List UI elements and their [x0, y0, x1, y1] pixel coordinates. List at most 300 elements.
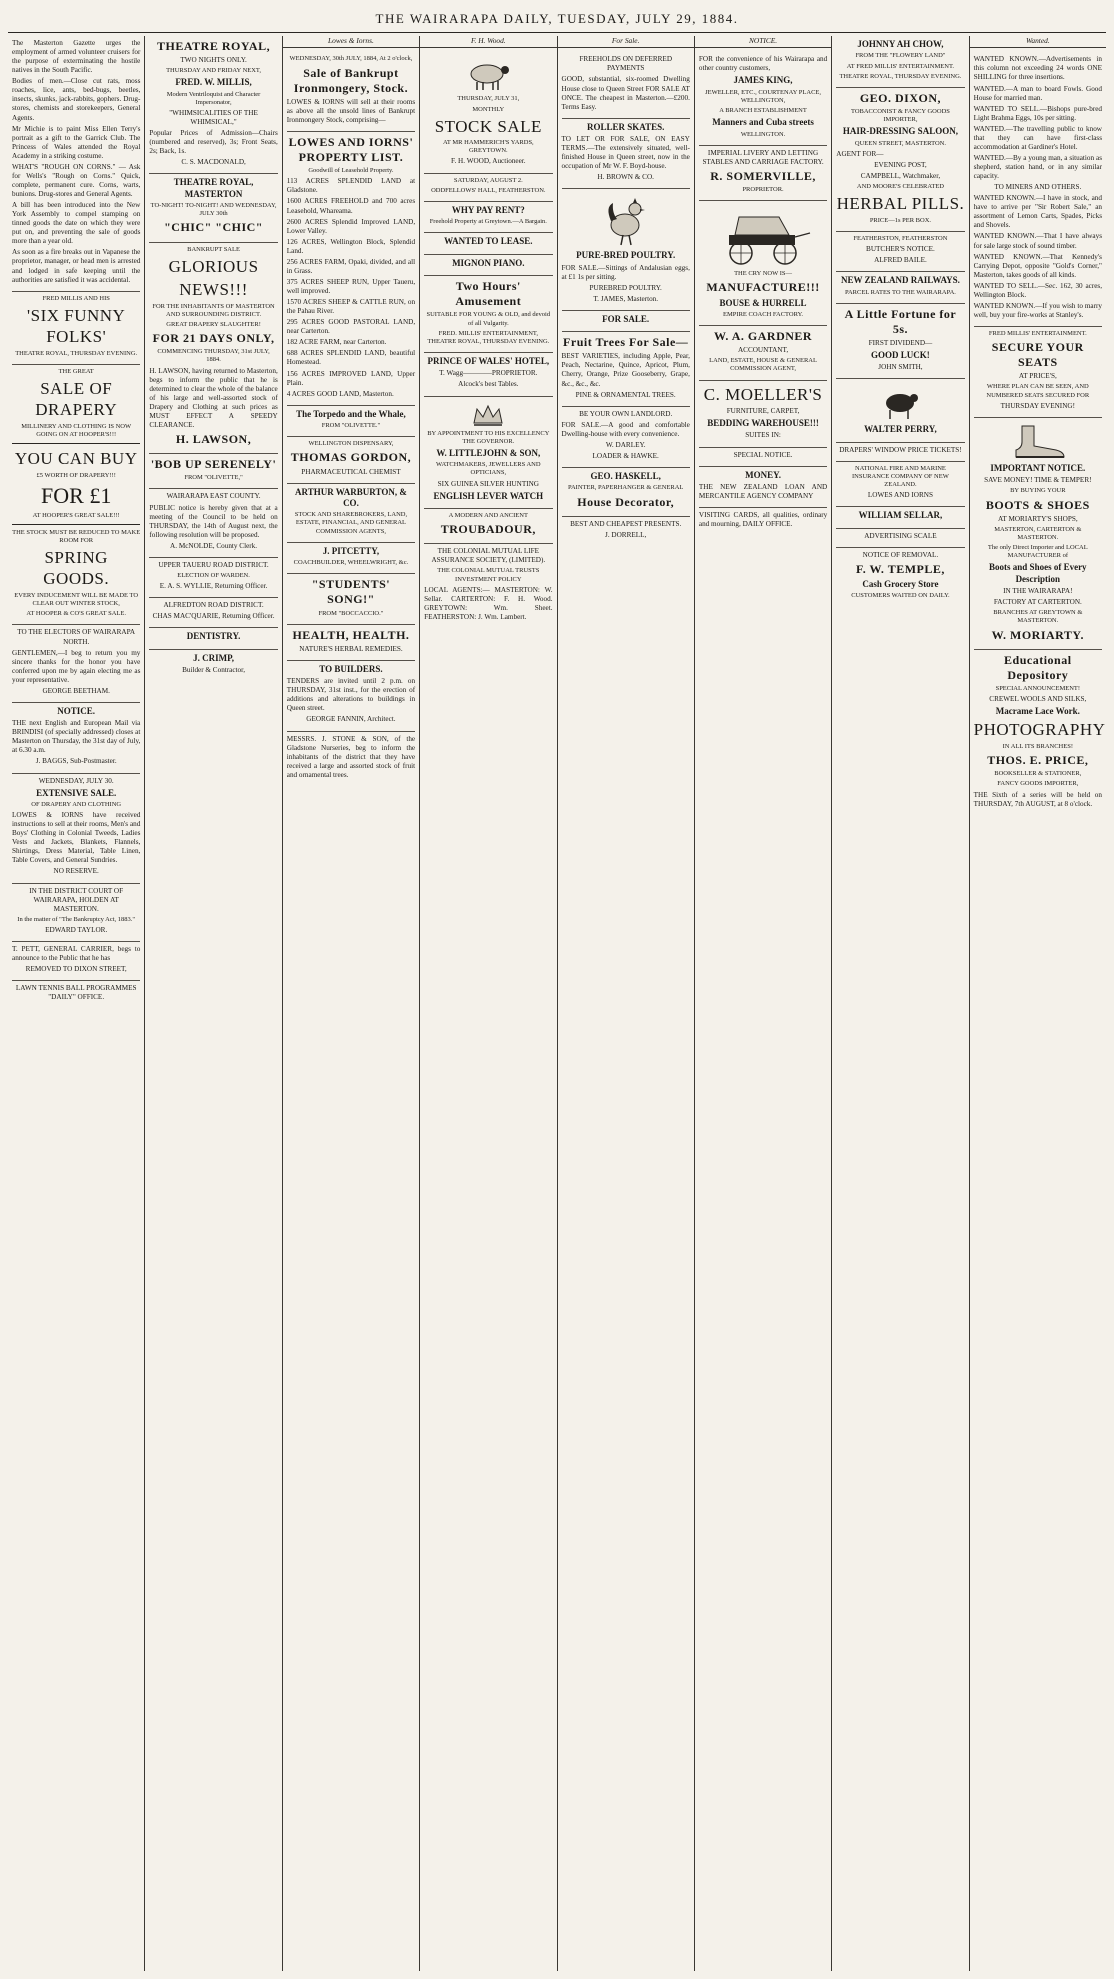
- ad-heading: Educational Depository: [1004, 652, 1072, 682]
- six-funny-folks-ad: [12, 292, 140, 365]
- dentistry-ad: [149, 628, 277, 649]
- two-hours-ad: [424, 276, 552, 353]
- ad-heading: WAIRARAPA EAST COUNTY.: [166, 492, 261, 501]
- news-paragraphs: [12, 36, 140, 292]
- ad-line: FROM THE "FLOWERY LAND": [855, 52, 946, 60]
- sellar-ad: [836, 507, 964, 528]
- ad-line: MILLINERY AND CLOTHING IS NOW GOING ON AT HOOPER'S!!!: [21, 422, 132, 438]
- temple-ad: [836, 548, 964, 607]
- ad-line: Alcock's best Tables.: [458, 380, 519, 389]
- ad-heading: BOUSE & HURRELL: [719, 297, 807, 308]
- theatre-masterton-ad: [149, 174, 277, 242]
- ad-line: FANCY GOODS IMPORTER,: [997, 780, 1079, 788]
- wanted-item: WANTED TO SELL.—Bishops pure-bred Light Brahma Eggs, 10s per sitting.: [973, 104, 1102, 122]
- ad-heading: C. MOELLER'S: [703, 384, 823, 404]
- ad-line: BANKRUPT SALE: [187, 245, 240, 253]
- wanted-item: WANTED KNOWN.—I have in stock, and have to arrive per "Sir Robert Sale," an assortment of Lemon Carts, Spades, Picks and Shovels.: [973, 194, 1102, 230]
- builders-ad: [287, 661, 415, 732]
- stock-sale-ad: [424, 52, 552, 173]
- railways-ad: [836, 272, 964, 304]
- crimp-ad: [149, 650, 277, 681]
- bankrupt-ironmongery-ad: [287, 52, 415, 132]
- ad-line: SPECIAL ANNOUNCEMENT!: [995, 684, 1081, 692]
- ad-heading: Two Hours' Amusement: [455, 279, 522, 309]
- ad-heading: 'BOB UP SERENELY': [150, 457, 277, 472]
- livery-stables-ad: [699, 146, 827, 201]
- ad-line: LAWN TENNIS BALL PROGRAMMES "DAILY" OFFICE.: [15, 984, 137, 1002]
- glorious-news-ad: [149, 243, 277, 455]
- ad-line: "WHIMSICALITIES OF THE WHIMSICAL,": [169, 109, 258, 127]
- ad-body: TENDERS are invited until 2 p.m. on THURSDAY, 31st inst., for the erection of additions and alterations to buildings in Queen street.: [286, 677, 416, 713]
- ad-heading: GEO. DIXON,: [859, 90, 942, 105]
- ad-body: LOCAL AGENTS:— MASTERTON: W. Sellar. CARTERTON: F. H. Wood. GREYTOWN: Wm. Sheet. FEATHERSTON: J. Wm. Lambert.: [424, 585, 553, 621]
- wanted-item: WANTED TO SELL.—Sec. 162, 30 acres, Wellington Block.: [973, 281, 1102, 299]
- ad-heading: PURE-BRED POULTRY.: [576, 250, 676, 261]
- ad-heading: WALTER PERRY,: [864, 424, 937, 435]
- ad-heading: NOTICE.: [57, 705, 96, 716]
- ad-signature: H. BROWN & CO.: [597, 173, 654, 182]
- property-item: 2600 ACRES Splendid Improved LAND, Lower Valley.: [286, 217, 416, 235]
- ad-heading: NOTICE OF REMOVAL.: [862, 550, 939, 559]
- troubadour-ad: [424, 509, 552, 544]
- ad-signature: C. S. MACDONALD,: [181, 158, 246, 167]
- gardner-ad: [699, 326, 827, 381]
- ad-line: TOBACCONIST & FANCY GOODS IMPORTER,: [850, 108, 950, 124]
- ad-heading: WANTED TO LEASE.: [444, 236, 533, 247]
- property-item: 126 ACRES, Wellington Block, Splendid Land.: [286, 237, 416, 255]
- ad-heading: ROLLER SKATES.: [587, 121, 665, 132]
- haskell-ad: [562, 468, 690, 517]
- property-item: 295 ACRES GOOD PASTORAL LAND, near Carterton.: [286, 318, 416, 336]
- ad-line: COMMENCING THURSDAY, 31st JULY, 1884.: [157, 348, 270, 364]
- ad-line: Goodwill of Leasehold Property.: [308, 167, 394, 175]
- ad-heading: REMOVED TO DIXON STREET,: [25, 965, 127, 974]
- ad-body: BEST VARIETIES, including Apple, Pear, Peach, Nectarine, Quince, Apricot, Plum, Cherry, Orange, Prize Gooseberry, Grape, &c., &c., &c.: [561, 352, 690, 388]
- ad-heading: Fruit Trees For Sale—: [563, 335, 689, 350]
- ad-body: LOWES & IORNS have received instructions to sell at their rooms, Men's and Boys' Clothing in Colonial Tweeds, Ladies Vests and Jackets, Blankets, Flannels, Shirtings, Dress Material, Table Linen, Table Covers, and General Sundries.: [12, 811, 141, 865]
- ad-line: IN ALL ITS BRANCHES!: [1002, 742, 1073, 750]
- ad-line: Freehold Property at Greytown.—A Bargain.: [429, 218, 547, 226]
- ad-line: QUEEN STREET, MASTERTON.: [854, 139, 946, 147]
- colonial-mutual-ad: [424, 544, 552, 628]
- ad-line: MASTERTON, CARTERTON & MASTERTON.: [994, 525, 1082, 541]
- ad-heading: PRINCE OF WALES' HOTEL,: [427, 356, 550, 367]
- ad-line: NO RESERVE.: [53, 867, 99, 876]
- ad-heading: SPECIAL NOTICE.: [733, 450, 793, 459]
- ad-line: WATCHMAKERS, JEWELLERS AND OPTICIANS,: [436, 461, 541, 477]
- property-item: 113 ACRES SPLENDID LAND at Gladstone.: [286, 177, 416, 195]
- ad-heading: TO MINERS AND OTHERS.: [994, 183, 1082, 192]
- ad-heading: Manners and Cuba streets: [712, 117, 814, 128]
- ad-line: NATURE'S HERBAL REMEDIES.: [299, 644, 403, 653]
- ad-heading: Cash Grocery Store: [862, 578, 939, 589]
- secure-seats-ad: [974, 327, 1102, 418]
- ad-signature: E. A. S. WYLLIE, Returning Officer.: [159, 582, 268, 591]
- poultry-ad: [562, 189, 690, 311]
- ad-line: LAND, ESTATE, HOUSE & GENERAL COMMISSION AGENT,: [709, 357, 817, 373]
- ad-line: SAVE MONEY! TIME & TEMPER!: [984, 476, 1092, 485]
- upper-taueru-ad: [149, 558, 277, 598]
- ad-heading: HERBAL PILLS.: [836, 194, 965, 214]
- warburton-ad: [287, 484, 415, 543]
- ad-heading: 'SIX FUNNY FOLKS': [27, 305, 126, 347]
- pitcetty-ad: [287, 543, 415, 575]
- ad-signature: ALFRED BAILE.: [874, 256, 927, 265]
- roller-skates-ad: [562, 119, 690, 190]
- ad-body: VISITING CARDS, all qualities, ordinary and mourning, DAILY OFFICE.: [698, 511, 828, 529]
- for-sale-ad: [562, 311, 690, 332]
- ad-heading: PHOTOGRAPHY: [973, 720, 1106, 740]
- ad-line: TO-NIGHT! TO-NIGHT! AND WEDNESDAY, JULY 30th: [150, 202, 277, 218]
- perry-ad: [836, 379, 964, 442]
- ad-heading: MANUFACTURE!!!: [706, 280, 820, 295]
- ad-line: THURSDAY, JULY 31,: [457, 95, 520, 103]
- ad-heading: FRED. W. MILLIS,: [175, 77, 252, 88]
- divider: [12, 524, 140, 525]
- ad-body: LOWES & IORNS will sell at their rooms as above all the unsold lines of Bankrupt Ironmongery Stock, comprising—: [286, 97, 416, 124]
- ad-heading: R. SOMERVILLE,: [710, 168, 816, 183]
- ad-line: THURSDAY EVENING!: [1000, 401, 1075, 410]
- property-item: 182 ACRE FARM, near Carterton.: [286, 338, 387, 347]
- ad-line: ACCOUNTANT,: [737, 346, 789, 355]
- moeller-ad: [699, 381, 827, 448]
- ad-body: THE next English and European Mail via BRINDISI (of specially addressed) closes at Masterton on Thursday, the 31st day of July, at 6.30 a.m.: [12, 719, 141, 755]
- butcher-ad: [836, 232, 964, 272]
- insurance-ad: [836, 462, 964, 508]
- ad-heading: FOR SALE.: [602, 313, 650, 324]
- ad-heading: F. W. TEMPLE,: [856, 561, 945, 576]
- wanted-item: WANTED KNOWN.—Advertisements in this column not exceeding 24 words ONE SHILLING for three insertions.: [973, 55, 1102, 82]
- ad-signature: GEORGE BEETHAM.: [42, 686, 110, 695]
- ad-line: IN THE WAIRARAPA!: [1003, 587, 1073, 596]
- ad-line: PAINTER, PAPERHANGER & GENERAL: [567, 484, 684, 492]
- ad-heading: "STUDENTS' SONG!": [311, 577, 391, 607]
- ad-line: NATIONAL FIRE AND MARINE INSURANCE COMPANY OF NEW ZEALAND.: [852, 464, 949, 489]
- ad-line: SIX GUINEA SILVER HUNTING: [437, 479, 539, 488]
- ad-heading: BE YOUR OWN LANDLORD.: [579, 409, 673, 418]
- property-item: 375 ACRES SHEEP RUN, Upper Taueru, well improved.: [286, 277, 416, 296]
- column-header: F. H. Wood.: [420, 36, 556, 48]
- ad-heading: A Little Fortune for 5s.: [844, 306, 957, 336]
- ad-signature: JOHN SMITH,: [878, 363, 923, 372]
- ad-heading: FOR 21 DAYS ONLY,: [152, 331, 275, 346]
- ad-body: FOR the convenience of his Wairarapa and other country customers,: [698, 55, 828, 73]
- ad-signature: EDWARD TAYLOR.: [45, 925, 108, 934]
- ad-line: AT MR HAMMERICH'S YARDS, GREYTOWN.: [442, 139, 534, 155]
- ad-line: Builder & Contractor,: [182, 665, 246, 674]
- column-2: [145, 36, 282, 1971]
- ad-line: AT HOOPER'S GREAT SALE!!!: [32, 511, 120, 519]
- ad-heading: LOWES AND IORNS' PROPERTY LIST.: [288, 134, 414, 165]
- ad-line: AND MOORE'S CELEBRATED: [856, 183, 944, 191]
- ad-line: THE CRY NOW IS—: [734, 270, 793, 278]
- ad-line: JEWELLER, ETC., COURTENAY PLACE, WELLINGTON,: [705, 88, 822, 104]
- ad-line: WEDNESDAY, 30th JULY, 1884, At 2 o'clock,: [289, 55, 413, 63]
- ad-heading: GLORIOUS: [168, 256, 259, 276]
- ad-heading: TO BUILDERS.: [319, 663, 383, 674]
- ad-signature: F. H. WOOD, Auctioneer.: [451, 157, 526, 166]
- ad-signature: A. McNOLDE, County Clerk.: [170, 541, 258, 550]
- boot-icon: [1008, 424, 1068, 460]
- ad-line: STOCK AND SHAREBROKERS, LAND, ESTATE, FINANCIAL, AND GENERAL COMMISSION AGENTS,: [294, 511, 408, 535]
- ad-signature: T. JAMES, Masterton.: [593, 294, 659, 303]
- ad-heading: NEWS!!!: [179, 280, 248, 300]
- ad-heading: TROUBADOUR,: [440, 522, 536, 537]
- ad-line: FACTORY AT CARTERTON.: [993, 598, 1082, 607]
- ad-signature: GEORGE FANNIN, Architect.: [306, 715, 396, 724]
- health-ad: [287, 625, 415, 661]
- ad-body: THE Sixth of a series will be held on THURSDAY, 7th AUGUST, at 8 o'clock.: [973, 790, 1102, 808]
- ad-body: THE NEW ZEALAND LOAN AND MERCANTILE AGENCY COMPANY: [698, 482, 828, 500]
- coach-factory-ad: [699, 201, 827, 326]
- ad-line: GREAT DRAPERY SLAUGHTER!: [166, 320, 261, 328]
- column-6: [695, 36, 832, 1971]
- ad-signature: CHAS MAC'QUARIE, Returning Officer.: [152, 612, 275, 621]
- ad-heading: BEST AND CHEAPEST PRESENTS.: [570, 519, 682, 528]
- ad-line: WHERE PLAN CAN BE SEEN, AND NUMBERED SEATS SECURED FOR: [986, 383, 1090, 399]
- news-paragraph: WHAT'S "ROUGH ON CORNS." — Ask for Wells's "Rough on Corns." Quick, complete, permanent cure. Corns, warts, bunions. Drug-stores and General Agents.: [12, 162, 141, 198]
- ad-heading: MONEY.: [745, 469, 782, 480]
- ad-body: GOOD, substantial, six-roomed Dwelling House close to Queen Street FOR SALE AT ONCE. The cheapest in Masterton.—£200. Terms Easy.: [561, 75, 690, 111]
- ad-heading: H. LAWSON,: [175, 432, 252, 447]
- property-item: 688 ACRES SPLENDID LAND, beautiful Homestead.: [286, 349, 416, 367]
- hooper-sale-ad: [12, 365, 140, 626]
- price-tickets-ad: [836, 443, 964, 462]
- wairarapa-east-ad: [149, 489, 277, 557]
- property-item: 156 ACRES IMPROVED LAND, Upper Plain.: [286, 369, 416, 387]
- pett-ad: [12, 942, 140, 981]
- ad-heading: W. LITTLEJOHN & SON,: [436, 447, 541, 458]
- ad-line: A MODERN AND ANCIENT: [448, 511, 528, 519]
- ad-line: AT FRED MILLIS' ENTERTAINMENT.: [846, 62, 955, 70]
- ad-line: MONTHLY: [472, 105, 505, 113]
- ad-line: FRED. MILLIS' ENTERTAINMENT, THEATRE ROYAL, THURSDAY EVENING.: [427, 329, 550, 345]
- fruit-trees-ad: [562, 332, 690, 406]
- ad-line: PROPRIETOR.: [742, 186, 784, 194]
- visiting-cards-ad: [699, 508, 827, 535]
- ad-heading: THOS. E. PRICE,: [987, 753, 1089, 768]
- ad-body: TO LET OR FOR SALE, ON EASY TERMS.—The extensively situated, well-finished House in Queen street, now in the occupation of Mr W. F. Boyd-house.: [561, 135, 690, 171]
- masthead: [8, 6, 1106, 33]
- ad-heading: THEATRE ROYAL, MASTERTON: [173, 177, 254, 199]
- column-1: [8, 36, 145, 1971]
- bull-icon: [880, 385, 920, 421]
- ad-heading: THEATRE ROYAL,: [157, 39, 271, 53]
- property-item: 1600 ACRES FREEHOLD and 700 acres Leasehold, Whareama.: [286, 197, 416, 215]
- fortune-ad: [836, 304, 964, 380]
- wanted-item: WANTED KNOWN.—That I have always for sale large stock of sound timber.: [973, 232, 1102, 250]
- ad-line: EVERY INDUCEMENT WILL BE MADE TO CLEAR OUT WINTER STOCK,: [14, 591, 139, 608]
- ad-line: SUITABLE FOR YOUNG & OLD, and devoid of all Vulgarity.: [426, 311, 551, 327]
- special-notice-ad: [699, 448, 827, 467]
- ad-line: OF DRAPERY AND CLOTHING: [31, 800, 122, 808]
- property-list-ad: [287, 132, 415, 406]
- news-paragraph: Bodies of men.—Close cut rats, moss roaches, lice, ants, bed-bugs, beetles, insects, skunks, jack-rabbits, gophers. Drug-stores, chemists and storekeepers, General Agents.: [12, 77, 141, 122]
- ad-line: In the matter of "The Bankruptcy Act, 1883.": [17, 915, 136, 923]
- ad-line: THEATRE ROYAL, THURSDAY EVENING.: [15, 349, 138, 357]
- lawn-tennis-ad: [12, 981, 140, 1008]
- ad-signature: LOWES AND IORNS: [867, 491, 933, 500]
- ad-body: T. PETT, GENERAL CARRIER, begs to announce to the Public that he has: [12, 944, 141, 963]
- ad-line: BY BUYING YOUR: [1010, 487, 1066, 495]
- ad-heading: The Torpedo and the Whale,: [296, 408, 406, 419]
- ad-line: COACHBUILDER, WHEELWRIGHT, &c.: [293, 559, 409, 567]
- ad-heading: YOU CAN BUY: [14, 449, 138, 469]
- ad-line: BRANCHES AT GREYTOWN & MASTERTON.: [993, 609, 1083, 625]
- ad-heading: ALFREDTON ROAD DISTRICT.: [163, 601, 264, 610]
- column-header: Wanted.: [970, 36, 1106, 48]
- wanted-item: WANTED KNOWN.—That Kennedy's Carrying Depot, opposite "Gold's Corner," Masterton, takes goods of all kinds.: [973, 252, 1102, 279]
- ad-line: A BRANCH ESTABLISHMENT: [719, 107, 807, 115]
- ad-heading: IN THE DISTRICT COURT OF WAIRARAPA, HOLDEN AT MASTERTON.: [29, 886, 124, 913]
- ad-heading: MIGNON PIANO.: [452, 257, 525, 268]
- ad-line: THE GREAT: [58, 367, 94, 375]
- ad-line: FEATHERSTON, FEATHERSTON: [853, 234, 948, 242]
- ad-heading: JAMES KING,: [733, 75, 793, 86]
- theatre-royal-ad: [149, 36, 277, 174]
- ad-heading: SALE OF DRAPERY: [35, 379, 118, 420]
- ad-signature: J. DORRELL,: [605, 530, 647, 539]
- ad-body: GENTLEMEN,—I beg to return you my sincere thanks for the honor you have conferred upon me by again electing me as your representative.: [12, 648, 141, 684]
- column-header: For Sale.: [558, 36, 694, 48]
- ad-heading: W. A. GARDNER: [714, 329, 813, 344]
- column-8: [970, 36, 1106, 1971]
- ad-heading: Sale of Bankrupt Ironmongery, Stock.: [293, 65, 409, 95]
- ad-line: EMPIRE COACH FACTORY.: [723, 310, 804, 318]
- ad-heading: ARTHUR WARBURTON, & CO.: [295, 486, 407, 508]
- ad-heading: Boots and Shoes of Every Description: [989, 562, 1087, 584]
- stone-nursery-ad: [287, 732, 415, 786]
- property-item: 1570 ACRES SHEEP & CATTLE RUN, on the Pahau River.: [286, 298, 416, 316]
- property-item: 256 ACRES FARM, Opaki, divided, and all in Grass.: [286, 257, 416, 275]
- ad-line: SATURDAY, AUGUST 2.: [453, 176, 523, 184]
- column-3: [283, 36, 420, 1971]
- ad-line: PHARMACEUTICAL CHEMIST: [301, 467, 401, 476]
- ad-heading: NEW ZEALAND RAILWAYS.: [840, 275, 960, 286]
- ad-heading: THOMAS GORDON,: [290, 450, 412, 465]
- ad-body: MESSRS. J. STONE & SON, of the Gladstone Nurseries, beg to inform the inhabitants of the district that they have received a large and assorted stock of fruit and ornamental trees.: [286, 734, 416, 779]
- ad-line: ODDFELLOWS' HALL, FEATHERSTON.: [431, 186, 546, 194]
- ad-signature: J. BAGGS, Sub-Postmaster.: [35, 757, 117, 766]
- ad-line: £5 WORTH OF DRAPERY!!!: [36, 471, 116, 479]
- bob-up-ad: [149, 454, 277, 489]
- ad-line: FURNITURE, CARPET,: [726, 407, 800, 416]
- ad-heading: FREEHOLDS ON DEFERRED PAYMENTS: [579, 55, 673, 73]
- dixon-ad: [836, 88, 964, 232]
- column-header: Lowes & Iorns.: [283, 36, 419, 48]
- wanted-lease-ad: [424, 233, 552, 254]
- students-song-ad: [287, 574, 415, 624]
- ad-heading: IMPERIAL LIVERY AND LETTING STABLES AND CARRIAGE FACTORY.: [702, 148, 824, 166]
- column-header: NOTICE.: [695, 36, 831, 48]
- ad-line: PARCEL RATES TO THE WAIRARAPA.: [844, 288, 956, 296]
- ad-line: FIRST DIVIDEND—: [868, 338, 933, 347]
- sheep-icon: [463, 58, 513, 92]
- ad-line: BY APPOINTMENT TO HIS EXCELLENCY THE GOVERNOR.: [427, 429, 550, 445]
- ad-line: ELECTION OF WARDEN.: [177, 571, 250, 579]
- ad-body: H. LAWSON, having returned to Masterton, begs to inform the public that he is determined to clear the whole of the balance of his large and well-assorted stock of Drapery and Clothing at such prices as MUST EFFECT A SPEEDY CLEARANCE.: [149, 366, 278, 429]
- ad-heading: SPRING GOODS.: [43, 548, 110, 589]
- wanted-ads: [974, 52, 1102, 327]
- educational-ad: [973, 650, 1106, 815]
- ad-line: T. Wagg————PROPRIETOR.: [439, 369, 538, 378]
- ad-heading: House Decorator,: [577, 494, 675, 509]
- ad-line: CREWEL WOOLS AND SILKS,: [989, 695, 1087, 704]
- ad-line: AGENT FOR—: [836, 149, 884, 158]
- extensive-sale-ad: [12, 774, 140, 884]
- ad-body: FOR SALE.—Sittings of Andalusian eggs, at £1 1s per sitting.: [561, 263, 690, 281]
- moriarty-ad: [974, 418, 1102, 650]
- ad-line: AT PRICE'S,: [1018, 372, 1057, 381]
- ad-line: FRED MILLIS AND HIS: [42, 294, 110, 302]
- ad-heading: HAIR-DRESSING SALOON,: [842, 126, 958, 137]
- presents-ad: [562, 517, 690, 546]
- ad-heading: BOOTS & SHOES: [985, 497, 1090, 512]
- ad-heading: TO THE ELECTORS OF WAIRARAPA NORTH.: [17, 628, 136, 646]
- ad-line: WELLINGTON.: [740, 130, 786, 138]
- ad-heading: IMPORTANT NOTICE.: [990, 462, 1086, 473]
- ad-heading: ENGLISH LEVER WATCH: [433, 490, 544, 501]
- ad-heading: JOHNNY AH CHOW,: [857, 39, 944, 49]
- ad-line: THE COLONIAL MUTUAL TRUSTS INVESTMENT POLICY: [437, 567, 540, 583]
- ad-line: WELLINGTON DISPENSARY,: [308, 440, 394, 448]
- ad-heading: ADVERTISING SCALE: [864, 531, 937, 540]
- ad-line: FROM "BOCCACCIO.": [318, 609, 384, 617]
- advertising-scale-ad: [836, 529, 964, 548]
- ad-heading: J. CRIMP,: [193, 652, 235, 663]
- ad-line: AT HOOPER & CO'S GREAT SALE.: [26, 610, 126, 618]
- ad-heading: PUREBRED POULTRY.: [589, 283, 662, 292]
- district-court-ad: [12, 884, 140, 942]
- ad-signature: W. DARLEY.: [605, 440, 646, 449]
- ad-heading: BUTCHER'S NOTICE.: [866, 245, 935, 254]
- ad-heading: WILLIAM SELLAR,: [858, 510, 943, 521]
- mignon-piano-ad: [424, 255, 552, 276]
- ad-line: WEDNESDAY, JULY 30.: [38, 776, 114, 785]
- royal-crest-icon: [471, 403, 505, 427]
- ad-line: FOR THE INHABITANTS OF MASTERTON AND SURROUNDING DISTRICT.: [152, 302, 275, 318]
- ad-heading: SECURE YOUR SEATS: [991, 340, 1084, 370]
- carriage-icon: [715, 207, 811, 267]
- ad-heading: J. PITCETTY,: [322, 545, 380, 556]
- ad-signature: LOADER & HAWKE.: [592, 451, 659, 460]
- ad-heading: BEDDING WAREHOUSE!!!: [707, 418, 819, 429]
- ad-line: AT MORIARTY'S SHOPS,: [998, 514, 1078, 523]
- ad-heading: EXTENSIVE SALE.: [36, 787, 117, 798]
- ad-line: PINE & ORNAMENTAL TREES.: [575, 390, 676, 399]
- wanted-item: WANTED.—By a young man, a situation as shepherd, station hand, or in any similar capacity.: [973, 153, 1102, 181]
- freeholds-ad: [562, 52, 690, 118]
- ad-heading: Macrame Lace Work.: [995, 706, 1080, 717]
- ad-line: THEATRE ROYAL, THURSDAY EVENING.: [839, 72, 962, 80]
- why-pay-rent-ad: [424, 202, 552, 234]
- money-ad: [699, 467, 827, 508]
- ad-line: The only Direct Importer and LOCAL MANUFACTURER of: [987, 544, 1088, 560]
- ad-heading: DENTISTRY.: [186, 631, 241, 642]
- ad-line: PRICE—1s PER BOX.: [869, 216, 932, 224]
- james-king-ad: [699, 52, 827, 146]
- ad-line: CUSTOMERS WAITED ON DAILY.: [851, 592, 950, 600]
- ad-line: CAMPBELL, Watchmaker,: [860, 172, 941, 181]
- ad-line: FROM "OLIVETTE,": [184, 474, 243, 482]
- ad-line: EVENING POST,: [874, 160, 927, 169]
- ad-line: THE STOCK MUST BE REDUCED TO MAKE ROOM FOR: [12, 528, 141, 544]
- ad-line: TWO NIGHTS ONLY.: [180, 56, 247, 65]
- ad-line: BOOKSELLER & STATIONER,: [994, 770, 1082, 778]
- torpedo-ad: [287, 406, 415, 438]
- ad-heading: GOOD LUCK!: [871, 349, 930, 360]
- mail-notice-ad: [12, 703, 140, 774]
